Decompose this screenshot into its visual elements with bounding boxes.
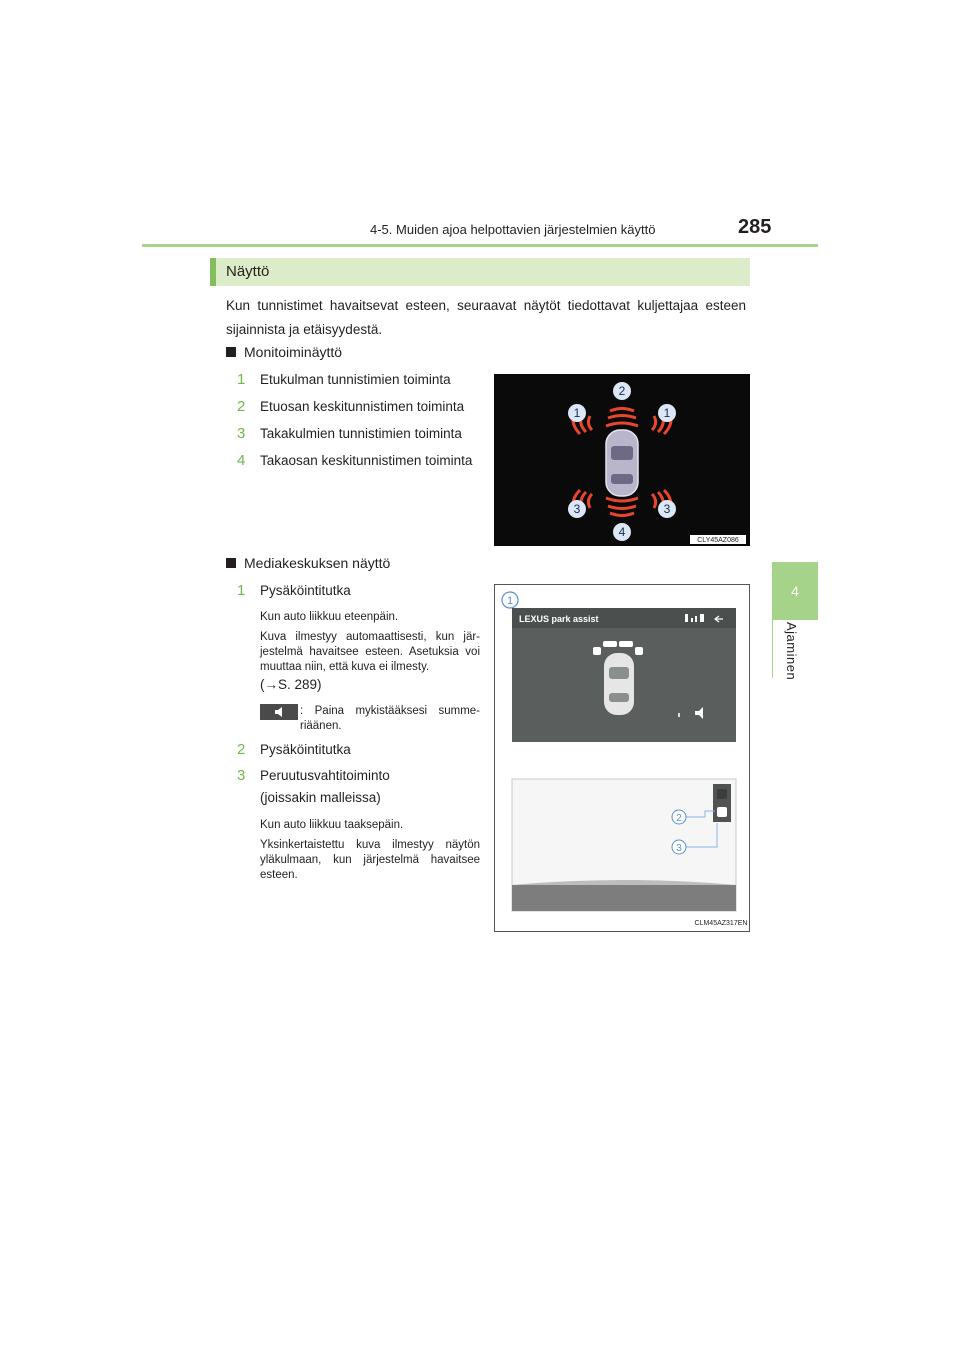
mute-button-illustration bbox=[260, 704, 298, 720]
monitor-heading bbox=[226, 344, 342, 360]
image-code: CLY45AZ086 bbox=[697, 537, 739, 544]
square-bullet-icon bbox=[226, 558, 236, 568]
section-title: Näyttö bbox=[226, 263, 270, 280]
item-text: Takakulmien tunnistimien toiminta bbox=[260, 426, 462, 441]
item-text: Etuosan keskitunnistimen toiminta bbox=[260, 399, 465, 414]
sensor-diagram bbox=[494, 374, 750, 546]
monitor-heading-text: Monitoiminäyttö bbox=[244, 344, 343, 360]
item-number: 3 bbox=[237, 425, 246, 442]
item-number: 2 bbox=[237, 741, 246, 758]
list-item bbox=[237, 582, 351, 600]
item-text: Pysäköintitutka bbox=[260, 742, 351, 757]
car-top-view-icon bbox=[604, 653, 634, 715]
media-heading-text: Mediakeskuksen näyttö bbox=[244, 555, 391, 571]
media-heading bbox=[226, 555, 390, 571]
note-text: Kuva ilmestyy automaattisesti, kun jär-jestelmä havaitsee esteen. Asetuksia voi muuttaa niin, että kuva ei ilmesty. bbox=[260, 631, 480, 673]
speaker-icon bbox=[260, 704, 298, 720]
header-rule bbox=[142, 244, 818, 247]
item-text: Takaosan keskitunnistimen toiminta bbox=[260, 453, 473, 468]
list-item bbox=[237, 425, 462, 443]
header-title: 4-5. Muiden ajoa helpottavien järjestelmien käyttö bbox=[370, 222, 656, 237]
intro-paragraph: Kun tunnistimet havaitsevat esteen, seuraavat näytöt tiedottavat kuljettajaa esteen sijainnista ja etäisyydestä. bbox=[226, 298, 746, 337]
screen-title: LEXUS park assist bbox=[519, 614, 599, 624]
item-number: 1 bbox=[237, 371, 246, 388]
image-code: CLM45AZ317EN bbox=[694, 920, 748, 927]
callout-label: 1 bbox=[663, 406, 671, 420]
item-number: 3 bbox=[237, 767, 246, 784]
list-item bbox=[237, 371, 451, 389]
multi-info-display-image bbox=[494, 374, 750, 546]
callout-label: 4 bbox=[618, 525, 626, 539]
callout-label: 1 bbox=[506, 595, 514, 607]
item-subtext: (joissakin malleissa) bbox=[260, 790, 381, 805]
note-text: Yksinkertaistettu kuva ilmestyy näytön yläkulmaan, kun järjestelmä havaitsee esteen. bbox=[260, 839, 480, 881]
callout-label: 1 bbox=[573, 406, 581, 420]
item-text: Peruutusvahtitoiminto bbox=[260, 768, 390, 783]
chapter-tab-line bbox=[772, 620, 773, 678]
callout-label: 3 bbox=[676, 843, 682, 854]
item-text: Pysäköintitutka bbox=[260, 583, 351, 598]
list-item bbox=[237, 452, 473, 470]
car-top-view-icon bbox=[606, 430, 638, 496]
section-bar bbox=[210, 258, 750, 286]
chapter-label: Ajaminen bbox=[784, 622, 799, 681]
note-text: Kun auto liikkuu taaksepäin. bbox=[260, 819, 404, 831]
item-number: 1 bbox=[237, 582, 246, 599]
callout-label: 2 bbox=[676, 813, 682, 824]
list-item bbox=[237, 398, 465, 416]
item-number: 2 bbox=[237, 398, 246, 415]
item-number: 4 bbox=[237, 452, 246, 469]
list-item bbox=[237, 741, 351, 759]
list-item bbox=[237, 767, 390, 785]
media-display-image bbox=[494, 584, 750, 932]
callout-label: 3 bbox=[663, 502, 671, 516]
page-reference: (→S. 289) bbox=[260, 677, 322, 692]
callout-label: 3 bbox=[573, 502, 581, 516]
page-number: 285 bbox=[738, 216, 772, 238]
item-text: Etukulman tunnistimien toiminta bbox=[260, 372, 451, 387]
note-text: Kun auto liikkuu eteenpäin. bbox=[260, 611, 399, 623]
callout-label: 2 bbox=[618, 384, 626, 398]
media-screens bbox=[495, 585, 749, 931]
chapter-tab: 4 bbox=[772, 562, 818, 620]
mute-note: : Paina mykistääksesi summe-riäänen. bbox=[300, 705, 480, 732]
square-bullet-icon bbox=[226, 347, 236, 357]
